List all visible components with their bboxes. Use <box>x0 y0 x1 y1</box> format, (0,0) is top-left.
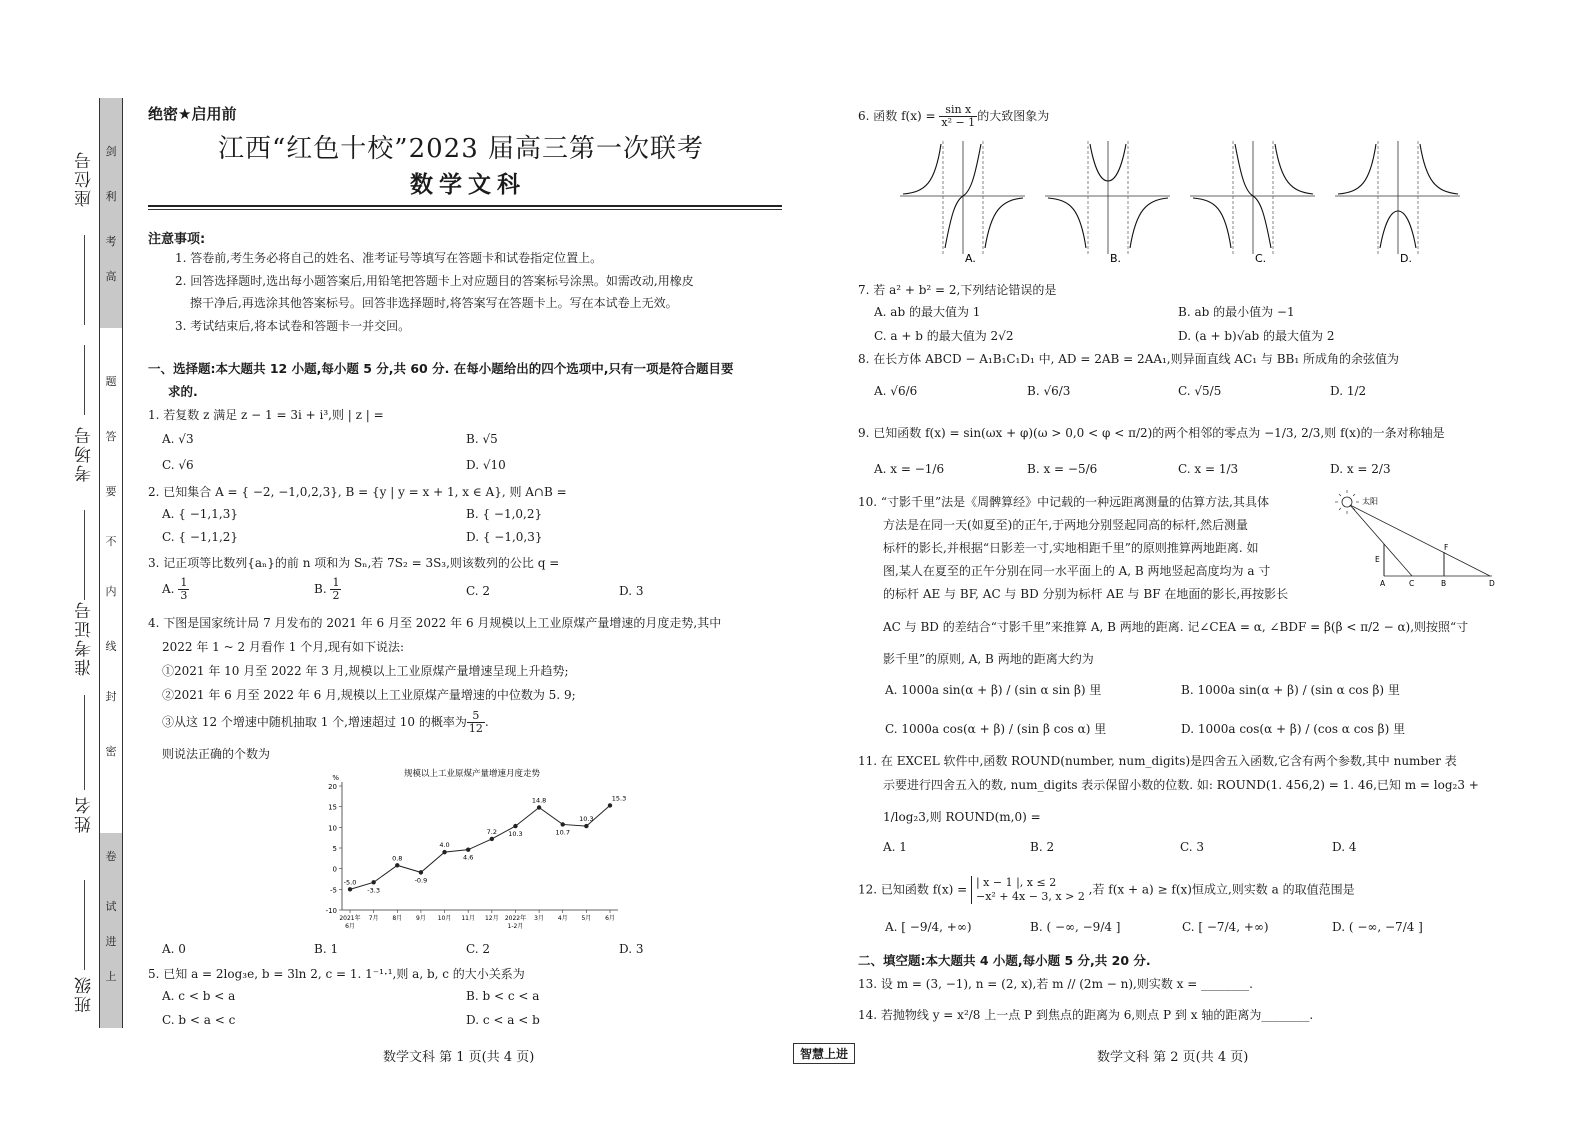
q10-line2: 方法是在同一天(如夏至)的正午,于两地分别竖起同高的标杆,然后测量 <box>883 518 1248 532</box>
q12-option-a: A. [ −9/4, +∞) <box>885 920 972 934</box>
q4-option-c: C. 2 <box>466 942 491 956</box>
chart-x-tick-label: 5月 <box>581 915 592 922</box>
chart-data-label: 4.6 <box>463 853 474 862</box>
q4-statement-2: ②2021 年 6 月至 2022 年 6 月,规模以上工业原煤产量增速的中位数为 5. 9; <box>162 688 576 702</box>
chart-data-label: 10.3 <box>579 815 594 824</box>
class-label: 班级 <box>75 975 95 1013</box>
q8-stem: 8. 在长方体 ABCD − A₁B₁C₁D₁ 中, AD = 2AB = 2AA₁,则异面直线 AC₁ 与 BB₁ 所成角的余弦值为 <box>858 352 1399 366</box>
q10-line4: 图,某人在夏至的正午分别在同一水平面上的 A, B 两地竖起高度均为 a 寸 <box>883 564 1271 578</box>
q9-option-d: D. x = 2/3 <box>1330 462 1391 476</box>
q1-option-a: A. √3 <box>162 432 194 446</box>
header-rule-thin <box>148 209 782 210</box>
seal-strip <box>99 98 123 1028</box>
q4-statement-1: ①2021 年 10 月至 2022 年 3 月,规模以上工业原煤产量增速呈现上升趋势; <box>162 664 569 678</box>
q4-option-b: B. 1 <box>314 942 339 956</box>
svg-text:C: C <box>1409 579 1415 588</box>
q12-piecewise: | x − 1 |, x ≤ 2 −x² + 4x − 3, x > 2 <box>971 876 1085 904</box>
chart-x-tick-label: 6月 <box>605 915 615 922</box>
q5-option-c: C. b < a < c <box>162 1013 236 1027</box>
subject-title: 数学文科 <box>410 171 526 198</box>
chart-x-tick-label: 4月 <box>557 915 568 922</box>
coal-growth-chart <box>312 762 652 934</box>
q10-line1: 10. “寸影千里”法是《周髀算经》中记载的一种远距离测量的估算方法,其具体 <box>858 495 1269 509</box>
chart-point <box>371 880 375 884</box>
chart-point <box>348 887 352 891</box>
q3-stem: 3. 记正项等比数列{aₙ}的前 n 项和为 Sₙ,若 7S₂ = 3S₃,则该数列的公比 q = <box>148 556 560 570</box>
q12-option-d: D. ( −∞, −7/4 ] <box>1332 920 1423 934</box>
svg-text:F: F <box>1444 543 1449 552</box>
chart-x-tick-label: 12月 <box>484 915 499 922</box>
chart-point <box>537 805 541 809</box>
q11-line3: 1/log₂3,则 ROUND(m,0) = <box>883 810 1041 824</box>
q3-option-c: C. 2 <box>466 584 491 598</box>
q11-line2: 示要进行四舍五入的数, num_digits 表示保留小数的位数. 如: ROUND(1. 456,2) = 1. 46,已知 m = log₂3 + <box>883 778 1479 792</box>
footer-right: 数学文科 第 2 页(共 4 页) <box>1097 1050 1249 1065</box>
chart-data-label: 14.8 <box>531 796 547 805</box>
chart-point <box>395 863 399 867</box>
svg-text:C.: C. <box>1255 252 1267 265</box>
q2-option-d: D. { −1,0,3} <box>466 530 543 544</box>
chart-data-label: 10.3 <box>508 830 523 839</box>
q7-stem: 7. 若 a² + b² = 2,下列结论错误的是 <box>858 283 1057 297</box>
notice-item: 3. 考试结束后,将本试卷和答题卡一并交回。 <box>175 319 411 333</box>
chart-x-tick-label: 7月 <box>368 915 379 922</box>
chart-data-label: 10.7 <box>555 828 570 837</box>
chart-x-tick-label: 2021年 <box>339 915 361 922</box>
q4-stem-line2: 2022 年 1 ~ 2 月看作 1 个月,现有如下说法: <box>162 640 405 654</box>
q4-option-d: D. 3 <box>619 942 644 956</box>
chart-point <box>419 870 423 874</box>
exam-title: 江西“红色十校”2023 届高三第一次联考 <box>218 134 705 164</box>
chart-data-label: -5.0 <box>343 878 357 887</box>
chart-y-tick-label: 5 <box>332 845 337 853</box>
q7-option-a: A. ab 的最大值为 1 <box>874 305 981 319</box>
strip-char: 剑 <box>105 145 117 158</box>
q4-ask: 则说法正确的个数为 <box>162 747 271 761</box>
q7-option-d: D. (a + b)√ab 的最大值为 2 <box>1178 329 1335 343</box>
chart-point <box>466 847 470 851</box>
q1-option-c: C. √6 <box>162 458 194 472</box>
svg-text:A: A <box>1380 579 1386 588</box>
strip-char: 封 <box>105 690 117 703</box>
chart-data-label: -0.9 <box>414 876 428 885</box>
chart-point <box>442 850 446 854</box>
svg-text:太阳: 太阳 <box>1362 497 1378 506</box>
name-label: 姓名 <box>75 795 95 833</box>
strip-char: 高 <box>105 270 117 283</box>
q6-graph-b <box>1045 141 1170 265</box>
secret-mark: 绝密★启用前 <box>148 105 237 123</box>
svg-text:D: D <box>1489 579 1495 588</box>
chart-data-label: 15.3 <box>611 794 627 803</box>
strip-char: 要 <box>105 485 117 498</box>
q10-option-d: D. 1000a cos(α + β) / (cos α cos β) 里 <box>1181 722 1406 736</box>
chart-point <box>608 803 612 807</box>
chart-x-tick-label-line2: 6月 <box>345 923 355 930</box>
q1-stem: 1. 若复数 z 满足 z − 1 = 3i + i³,则 | z | = <box>148 408 384 422</box>
section1-heading-cont: 求的. <box>168 384 198 399</box>
q4-stem-line1: 4. 下图是国家统计局 7 月发布的 2021 年 6 月至 2022 年 6 月规模以上工业原煤产量增速的月度走势,其中 <box>148 616 722 630</box>
q10-line7: 影千里”的原则, A, B 两地的距离大约为 <box>883 652 1094 666</box>
q3-option-b: B. $\frac{1}{2}$ <box>314 576 340 603</box>
svg-text:E: E <box>1375 555 1380 564</box>
chart-y-tick-label: 15 <box>328 803 337 812</box>
q8-option-c: C. √5/5 <box>1178 384 1222 398</box>
q6-stem: 6. 函数 f(x) = $\frac{\text{sin x}}{\text{x² − 1}}$ 的大致图象为 <box>858 103 1050 130</box>
q10-option-b: B. 1000a sin(α + β) / (sin α cos β) 里 <box>1181 683 1400 697</box>
notice-item: 擦干净后,再选涂其他答案标号。回答非选择题时,将答案写在答题卡上。写在本试卷上无效。 <box>190 296 678 310</box>
q10-option-a: A. 1000a sin(α + β) / (sin α sin β) 里 <box>885 683 1102 697</box>
q2-option-c: C. { −1,1,2} <box>162 530 239 544</box>
q10-line6: AC 与 BD 的差结合“寸影千里”来推算 A, B 两地的距离. 记∠CEA = α, ∠BDF = β(β < π/2 − α),则按照“寸 <box>883 620 1469 634</box>
chart-x-tick-label: 10月 <box>437 915 452 922</box>
q2-stem: 2. 已知集合 A = { −2, −1,0,2,3}, B = {y | y = x + 1, x ∈ A}, 则 A∩B = <box>148 485 567 499</box>
seat-number-label: 座位号 <box>75 150 95 207</box>
q11-option-d: D. 4 <box>1332 840 1357 854</box>
chart-x-tick-label: 2022年 <box>504 915 527 922</box>
chart-data-label: -3.3 <box>367 886 380 895</box>
strip-char: 进 <box>105 935 117 948</box>
q2-option-b: B. { −1,0,2} <box>466 507 543 521</box>
section1-heading: 一、选择题:本大题共 12 小题,每小题 5 分,共 60 分. 在每小题给出的四个选项中,只有一项是符合题目要 <box>148 361 734 376</box>
q2-option-a: A. { −1,1,3} <box>162 507 238 521</box>
q6-graph-d <box>1335 141 1460 265</box>
ticket-number-line <box>84 510 85 600</box>
name-line <box>84 695 85 790</box>
class-line <box>84 880 85 970</box>
strip-char: 不 <box>105 535 117 548</box>
q14-stem: 14. 若抛物线 y = x²/8 上一点 P 到焦点的距离为 6,则点 P 到 x 轴的距离为________. <box>858 1008 1314 1022</box>
q8-option-a: A. √6/6 <box>874 384 918 398</box>
svg-text:B.: B. <box>1110 252 1122 265</box>
strip-char: 题 <box>105 375 117 388</box>
q5-option-a: A. c < b < a <box>162 989 236 1003</box>
svg-text:B: B <box>1441 579 1447 588</box>
q12-option-c: C. [ −7/4, +∞) <box>1182 920 1269 934</box>
q6-graph-c <box>1190 141 1315 265</box>
q12-option-b: B. ( −∞, −9/4 ] <box>1030 920 1121 934</box>
strip-char: 线 <box>105 640 117 653</box>
binding-margin <box>0 0 128 1122</box>
q6-graph-a <box>900 141 1025 265</box>
chart-point <box>513 824 517 828</box>
notice-item: 1. 答卷前,考生务必将自己的姓名、准考证号等填写在答题卡和试卷指定位置上。 <box>175 251 603 265</box>
q3-option-d: D. 3 <box>619 584 644 598</box>
chart-y-tick-label: -5 <box>330 886 337 895</box>
chart-y-tick-label: -10 <box>325 907 337 915</box>
q1-option-d: D. √10 <box>466 458 506 472</box>
strip-char: 试 <box>105 900 117 913</box>
q8-option-b: B. √6/3 <box>1027 384 1071 398</box>
header-rule <box>148 205 782 207</box>
q10-shadow-figure <box>1332 490 1502 590</box>
q11-line1: 11. 在 EXCEL 软件中,函数 ROUND(number, num_digits)是四舍五入函数,它含有两个参数,其中 number 表 <box>858 754 1457 768</box>
chart-x-tick-label: 3月 <box>534 915 545 922</box>
chart-x-tick-label: 8月 <box>392 915 403 922</box>
q5-stem: 5. 已知 a = 2log₃e, b = 3ln 2, c = 1. 1⁻¹·¹,则 a, b, c 的大小关系为 <box>148 967 525 981</box>
chart-point <box>584 824 588 828</box>
footer-logo: 智慧上进 <box>793 1043 855 1064</box>
chart-x-tick-label: 11月 <box>461 915 476 922</box>
strip-char: 内 <box>105 585 117 598</box>
chart-data-label: 0.8 <box>392 854 403 863</box>
svg-text:A.: A. <box>965 252 976 265</box>
q5-option-d: D. c < a < b <box>466 1013 540 1027</box>
chart-series-line <box>350 805 610 889</box>
chart-data-label: 7.2 <box>486 827 497 836</box>
q5-option-b: B. b < c < a <box>466 989 540 1003</box>
chart-point <box>561 822 565 826</box>
q8-option-d: D. 1/2 <box>1330 384 1367 398</box>
q10-line3: 标杆的影长,并根据“日影差一寸,实地相距千里”的原则推算两地距离. 如 <box>883 541 1259 555</box>
notice-heading: 注意事项: <box>148 232 206 247</box>
q12-stem: 12. 已知函数 f(x) = | x − 1 |, x ≤ 2 −x² + 4x − 3, x > 2 ,若 f(x + a) ≥ f(x)恒成立,则实数 a 的取值范围是 <box>858 876 1355 903</box>
q11-option-a: A. 1 <box>883 840 907 854</box>
chart-title: 规模以上工业原煤产量增速月度走势 <box>403 769 541 779</box>
chart-x-tick-label-line2: 1-2月 <box>507 923 524 930</box>
q10-option-c: C. 1000a cos(α + β) / (sin β cos α) 里 <box>885 722 1107 736</box>
chart-y-tick-label: 0 <box>332 865 337 874</box>
footer-left: 数学文科 第 1 页(共 4 页) <box>383 1050 535 1065</box>
exam-room-label: 考场号 <box>75 425 95 482</box>
section2-heading: 二、填空题:本大题共 4 小题,每小题 5 分,共 20 分. <box>858 953 1151 968</box>
chart-y-tick-label: 10 <box>328 824 337 833</box>
ticket-number-label: 准考证号 <box>75 600 95 676</box>
q11-option-b: B. 2 <box>1030 840 1055 854</box>
q1-option-b: B. √5 <box>466 432 498 446</box>
exam-room-line <box>84 345 85 415</box>
q6-graph-options <box>895 136 1485 266</box>
strip-char: 上 <box>105 970 117 983</box>
strip-char: 答 <box>105 430 117 443</box>
chart-data-label: 4.0 <box>439 841 450 850</box>
q9-stem: 9. 已知函数 f(x) = sin(ωx + φ)(ω > 0,0 < φ < π/2)的两个相邻的零点为 −1/3, 2/3,则 f(x)的一条对称轴是 <box>858 426 1445 440</box>
chart-point <box>490 837 494 841</box>
q3-option-a: A. $\frac{1}{3}$ <box>162 576 188 603</box>
q9-option-a: A. x = −1/6 <box>874 462 945 476</box>
chart-y-tick-label: 20 <box>328 783 337 791</box>
q10-line5: 的标杆 AE 与 BF, AC 与 BD 分别为标杆 AE 与 BF 在地面的影长,再按影长 <box>883 587 1289 601</box>
q13-stem: 13. 设 m = (3, −1), n = (2, x),若 m // (2m − n),则实数 x = ________. <box>858 977 1253 991</box>
seat-number-line <box>84 235 85 325</box>
notice-item: 2. 回答选择题时,选出每小题答案后,用铅笔把答题卡上对应题目的答案标号涂黑。如需改动,用橡皮 <box>175 274 694 288</box>
strip-char: 利 <box>105 190 117 203</box>
q11-option-c: C. 3 <box>1180 840 1205 854</box>
q9-option-b: B. x = −5/6 <box>1027 462 1098 476</box>
chart-ylabel: % <box>332 774 339 782</box>
strip-char: 考 <box>105 235 117 248</box>
q7-option-c: C. a + b 的最大值为 2√2 <box>874 329 1014 343</box>
strip-char: 卷 <box>105 850 117 863</box>
q4-option-a: A. 0 <box>162 942 186 956</box>
chart-x-tick-label: 9月 <box>415 915 426 922</box>
q9-option-c: C. x = 1/3 <box>1178 462 1239 476</box>
q4-statement-3: ③从这 12 个增速中随机抽取 1 个,增速超过 10 的概率为 $\frac{5}{12}$ . <box>162 709 489 736</box>
strip-char: 密 <box>105 745 117 758</box>
q7-option-b: B. ab 的最小值为 −1 <box>1178 305 1295 319</box>
svg-text:D.: D. <box>1400 252 1412 265</box>
